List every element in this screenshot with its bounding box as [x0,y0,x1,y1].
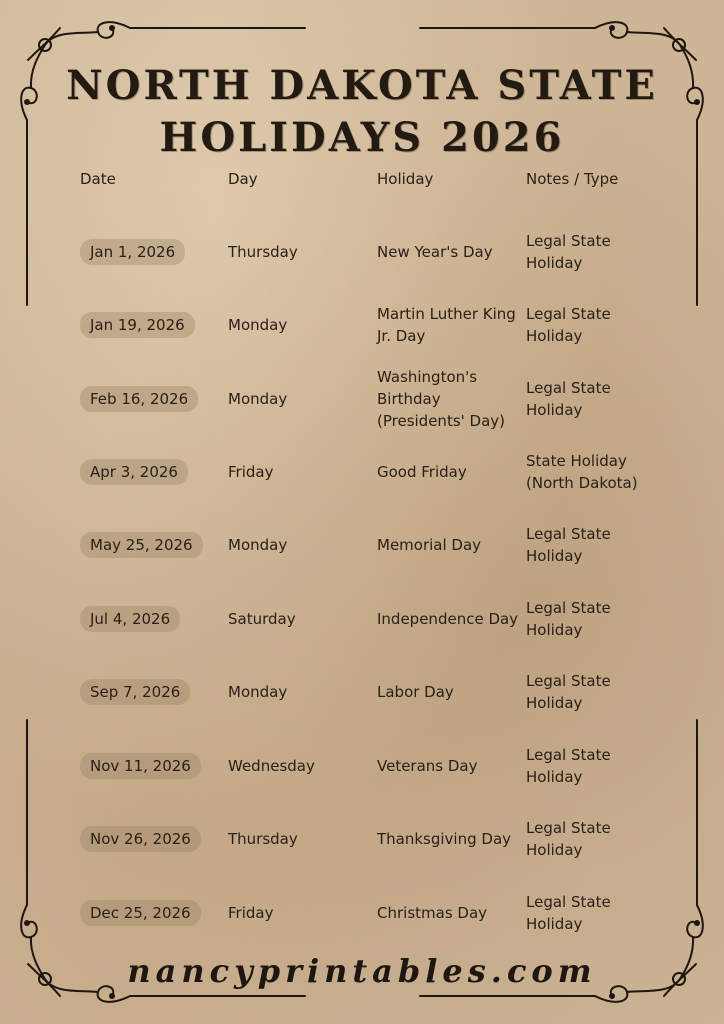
header-day: Day [228,170,258,188]
table-row [0,876,724,949]
table-row [0,362,724,435]
table-row [0,508,724,581]
header-date: Date [80,170,116,188]
date-pill: Nov 11, 2026 [80,753,201,779]
holiday-cell: Washington's Birthday (Presidents' Day) [377,367,505,430]
header-holiday: Holiday [377,170,434,188]
holiday-cell: Thanksgiving Day [377,829,512,848]
notes-cell: Legal State Holiday [526,231,611,272]
notes-cell: Legal State Holiday [526,598,611,639]
table-row [0,288,724,361]
footer-website: nancyprintables.com [127,952,597,990]
date-pill: Jan 19, 2026 [80,312,195,338]
holiday-cell: Good Friday [377,462,467,481]
date-pill: Feb 16, 2026 [80,386,198,412]
day-cell: Thursday [228,829,298,848]
holiday-cell: Martin Luther King Jr. Day [377,304,516,345]
date-pill: Jul 4, 2026 [80,606,180,632]
day-cell: Thursday [228,242,298,261]
notes-cell: Legal State Holiday [526,304,611,345]
day-cell: Friday [228,903,274,922]
day-cell: Monday [228,535,288,554]
holiday-cell: New Year's Day [377,242,493,261]
holiday-cell: Christmas Day [377,903,488,922]
holiday-cell: Labor Day [377,682,454,701]
notes-cell: Legal State Holiday [526,745,611,786]
date-pill: Sep 7, 2026 [80,679,190,705]
date-pill: Nov 26, 2026 [80,826,201,852]
holiday-cell: Memorial Day [377,535,482,554]
table-row [0,802,724,875]
day-cell: Monday [228,389,288,408]
day-cell: Monday [228,315,288,334]
day-cell: Monday [228,682,288,701]
date-pill: May 25, 2026 [80,532,203,558]
date-pill: Apr 3, 2026 [80,459,188,485]
header-notes: Notes / Type [526,170,619,188]
day-cell: Wednesday [228,756,315,775]
notes-cell: State Holiday (North Dakota) [526,451,638,492]
page-title-line2: HOLIDAYS 2026 [159,114,565,161]
holiday-cell: Veterans Day [377,756,478,775]
notes-cell: Legal State Holiday [526,818,611,859]
date-pill: Dec 25, 2026 [80,900,201,926]
table-row [0,655,724,728]
notes-cell: Legal State Holiday [526,892,611,933]
table-row [0,729,724,802]
table-row [0,215,724,288]
day-cell: Friday [228,462,274,481]
day-cell: Saturday [228,609,296,628]
page-title-line1: NORTH DAKOTA STATE [66,62,658,109]
notes-cell: Legal State Holiday [526,671,611,712]
notes-cell: Legal State Holiday [526,378,611,419]
date-pill: Jan 1, 2026 [80,239,185,265]
table-row [0,435,724,508]
notes-cell: Legal State Holiday [526,524,611,565]
table-row [0,582,724,655]
holiday-cell: Independence Day [377,609,519,628]
